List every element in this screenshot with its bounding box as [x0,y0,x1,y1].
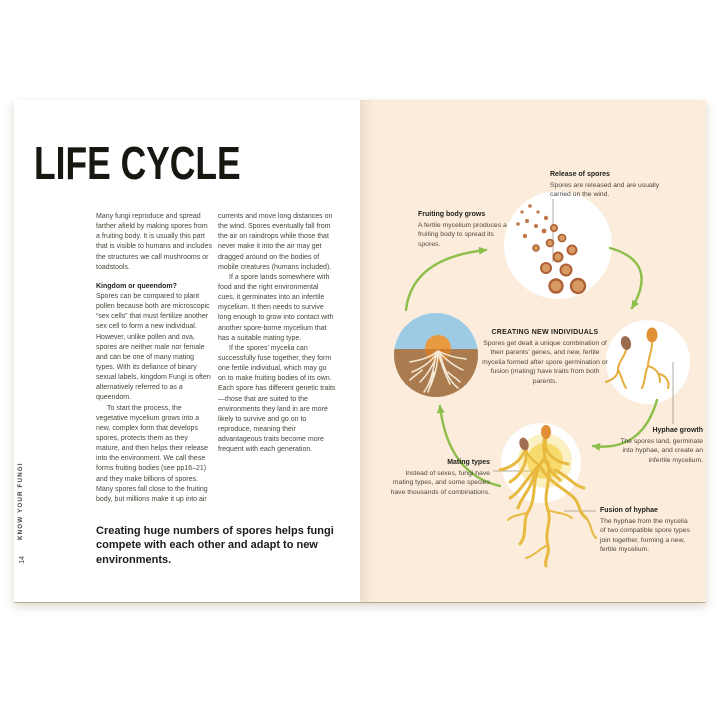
left-page [14,100,360,602]
paragraph: Spores can be compared to plant pollen because both are microscopic “sex cells” that must fertilize another sex cell to form a new individual. However, unlike pollen and ova, spores are neither male nor female and can be one of many mating types. With its defiance of binary sexual labels, kingdom Fungi is often alternatively referred to as a queendom. [96,292,211,402]
label-hyphae-growth [615,426,703,465]
section-subheading: Kingdom or queendom? [96,282,177,290]
cycle-arrow-1 [406,250,486,310]
label-mating-types [388,458,490,497]
label-body: The spores land, germinate into hyphae, and create an infertile mycelium. [620,437,703,464]
label-body: Spores get dealt a unique combination of their parents’ genes, and new, fertile mycelia formed after spore germination or fusion (mating) have traits from both parents. [482,339,608,385]
text-column-2 [218,212,336,455]
paragraph: To start the process, the vegetative mycelium grows into a new, complex form that develops spores, protects them as they mature, and then helps their release into the environment. We call these forms fruiting bodies (see pp16–21) and they make billions of spores. Many spores fall close to the fruiting body, but millions make it up into air [96,404,209,503]
label-fusion-of-hyphae [600,506,692,555]
label-heading: CREATING NEW INDIVIDUALS [491,329,599,336]
right-page [360,100,706,602]
page-number: 14 [19,556,26,564]
book-spread [14,100,706,602]
paragraph: If a spore lands somewhere with food and the right environmental cues, it germinates into an infertile mycelium. It then needs to survive long enough to grow into contact with another spore-borne mycelium that has a suitable mating type. [218,273,334,342]
label-heading: Hyphae growth [652,427,703,434]
label-fruiting-body-grows [418,210,510,249]
label-heading: Fruiting body grows [418,211,486,218]
soil-fruiting-body-illustration [394,313,478,397]
label-heading: Fusion of hyphae [600,507,658,514]
label-creating-new-individuals [480,328,610,386]
label-body: Instead of sexes, fungi have mating types, and some species have thousands of combinations. [390,469,490,496]
label-body: The hyphae from the mycelia of two compatible spore types join together, forming a new, fertile mycelium. [600,517,690,554]
label-release-of-spores [550,170,660,200]
sidebar-section-label: KNOW YOUR FUNGI [17,462,24,540]
label-heading: Mating types [447,459,490,466]
paragraph: Many fungi reproduce and spread farther afield by making spores from a fruiting body. It is usually this part that is visible to humans and includes the structures we call mushrooms or toadstools. [96,213,212,271]
text-column-1 [96,212,212,505]
label-heading: Release of spores [550,171,610,178]
cycle-arrow-2 [610,248,642,308]
page-title: LIFE CYCLE [34,137,241,189]
paragraph: currents and move long distances on the wind. Spores eventually fall from the air on raindrops while those that never make it into the air may get dragged around on the bodies of mobile creatures (humans included). [218,213,333,271]
pull-quote: Creating huge numbers of spores helps fungi compete with each other and adapt to new environments. [96,525,334,566]
label-body: Spores are released and are usually carried on the wind. [550,181,660,199]
paragraph: If the spores’ mycelia can successfully fuse together, they form one fertile individual, which may go on to make fruiting bodies of its own. Each spore has different genetic traits—those that are suited to the environments they land in are more likely to survive and go on to reproduce, meaning their advantageous traits become more frequent with each generation. [218,344,336,454]
label-body: A fertile mycelium produces a fruiting body to spread its spores. [418,221,507,248]
